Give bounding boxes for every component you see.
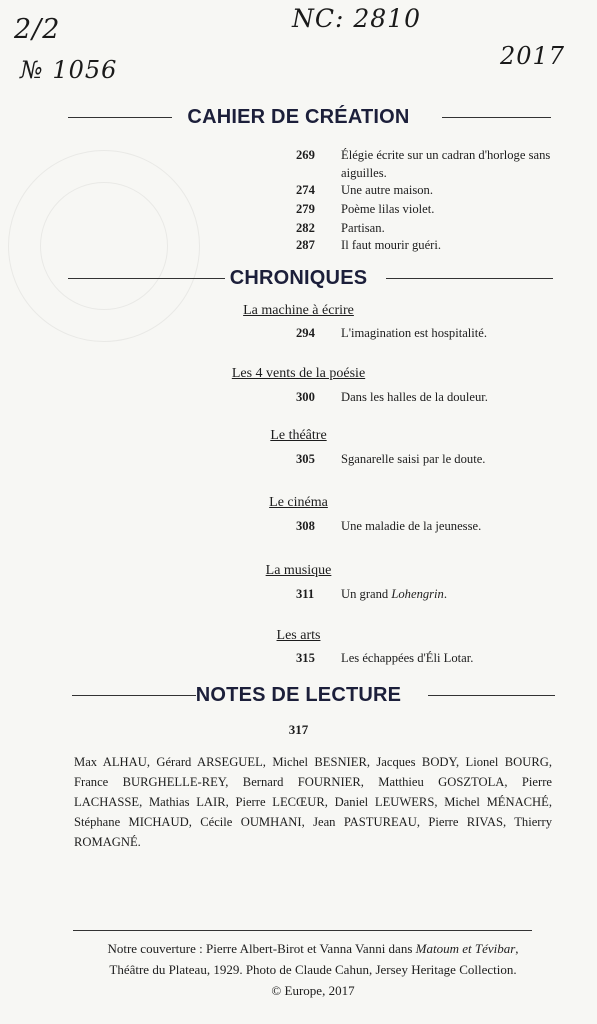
cover-credit: [74, 938, 552, 1001]
handwritten-note-year: 2017: [500, 42, 566, 70]
handwritten-note-number: № 1056: [20, 56, 118, 84]
cover-credit-line2: Théâtre du Plateau, 1929. Photo de Claude Cahun, Jersey Heritage Collection.: [109, 962, 517, 977]
entry-page: 287: [296, 238, 315, 252]
cover-credit-line1: [74, 938, 552, 959]
entry-page: 305: [296, 452, 315, 466]
reviewers-list: Max ALHAU, Gérard ARSEGUEL, Michel BESNIER, Jacques BODY, Lionel BOURG, France BURGHELLE-REY, Bernard FOURNIER, Matthieu GOSZTOLA, Pierre LACHASSE, Mathias LAIR, Pierre LECŒUR, Daniel LEUWERS, Michel MÉNACHÉ, Stéphane MICHAUD, Cécile OUMHANI, Jean PASTUREAU, Pierre RIVAS, Thierry ROMAGNÉ.: [74, 755, 552, 849]
subsection-heading: Les arts: [276, 628, 321, 643]
subsection-heading: La machine à écrire: [243, 303, 354, 318]
entry-page: 282: [296, 221, 315, 235]
handwritten-note-fraction: 2/2: [14, 14, 61, 45]
entry-title: Une autre maison.: [341, 183, 433, 197]
subsection-heading: La musique: [265, 563, 332, 578]
entry-title: Dans les halles de la douleur.: [341, 390, 488, 404]
handwritten-note-nc: NC: 2810: [292, 4, 421, 33]
section-title: NOTES DE LECTURE: [195, 684, 402, 706]
entry-page: 274: [296, 183, 315, 197]
entry-title: L'imagination est hospitalité.: [341, 326, 488, 340]
cover-credit-suffix: ,: [515, 941, 519, 956]
subsection-heading: Les 4 vents de la poésie: [231, 366, 366, 381]
section-header-cahier: [0, 102, 597, 132]
subsection-heading: Le cinéma: [269, 495, 328, 510]
cover-credit-play-title: Matoum et Tévibar: [415, 941, 516, 956]
entry-title: Les échappées d'Éli Lotar.: [341, 651, 474, 665]
entry-title: Élégie écrite sur un cadran d'horloge sans aiguilles.: [341, 148, 551, 180]
entry-title-prefix: Un grand: [341, 587, 392, 601]
subsection-heading: Le théâtre: [270, 428, 327, 443]
section-header-notes: [0, 680, 597, 710]
cover-credit-prefix: Notre couverture : Pierre Albert-Birot et Vanna Vanni dans: [107, 941, 416, 956]
entry-title: [341, 585, 571, 603]
entry-title: Poème lilas violet.: [341, 202, 435, 216]
section-title: CHRONIQUES: [229, 267, 368, 289]
footer-rule: [73, 930, 532, 931]
entry-title: Partisan.: [341, 221, 385, 235]
notes-page-number: 317: [288, 722, 309, 737]
entry-page: 311: [296, 587, 315, 601]
entry-title: Il faut mourir guéri.: [341, 238, 442, 252]
entry-page: 300: [296, 390, 315, 404]
entry-title: Une maladie de la jeunesse.: [341, 519, 482, 533]
entry-page: 269: [296, 148, 315, 162]
entry-page: 315: [296, 651, 315, 665]
section-header-chroniques: [0, 263, 597, 293]
entry-page: 294: [296, 326, 315, 340]
section-title: CAHIER DE CRÉATION: [187, 106, 410, 128]
copyright: © Europe, 2017: [271, 983, 355, 998]
entry-page: 279: [296, 202, 315, 216]
entry-page: 308: [296, 519, 315, 533]
entry-title: Sganarelle saisi par le doute.: [341, 452, 486, 466]
entry-title-italic: Lohengrin: [391, 587, 444, 601]
entry-title-suffix: .: [443, 587, 448, 601]
